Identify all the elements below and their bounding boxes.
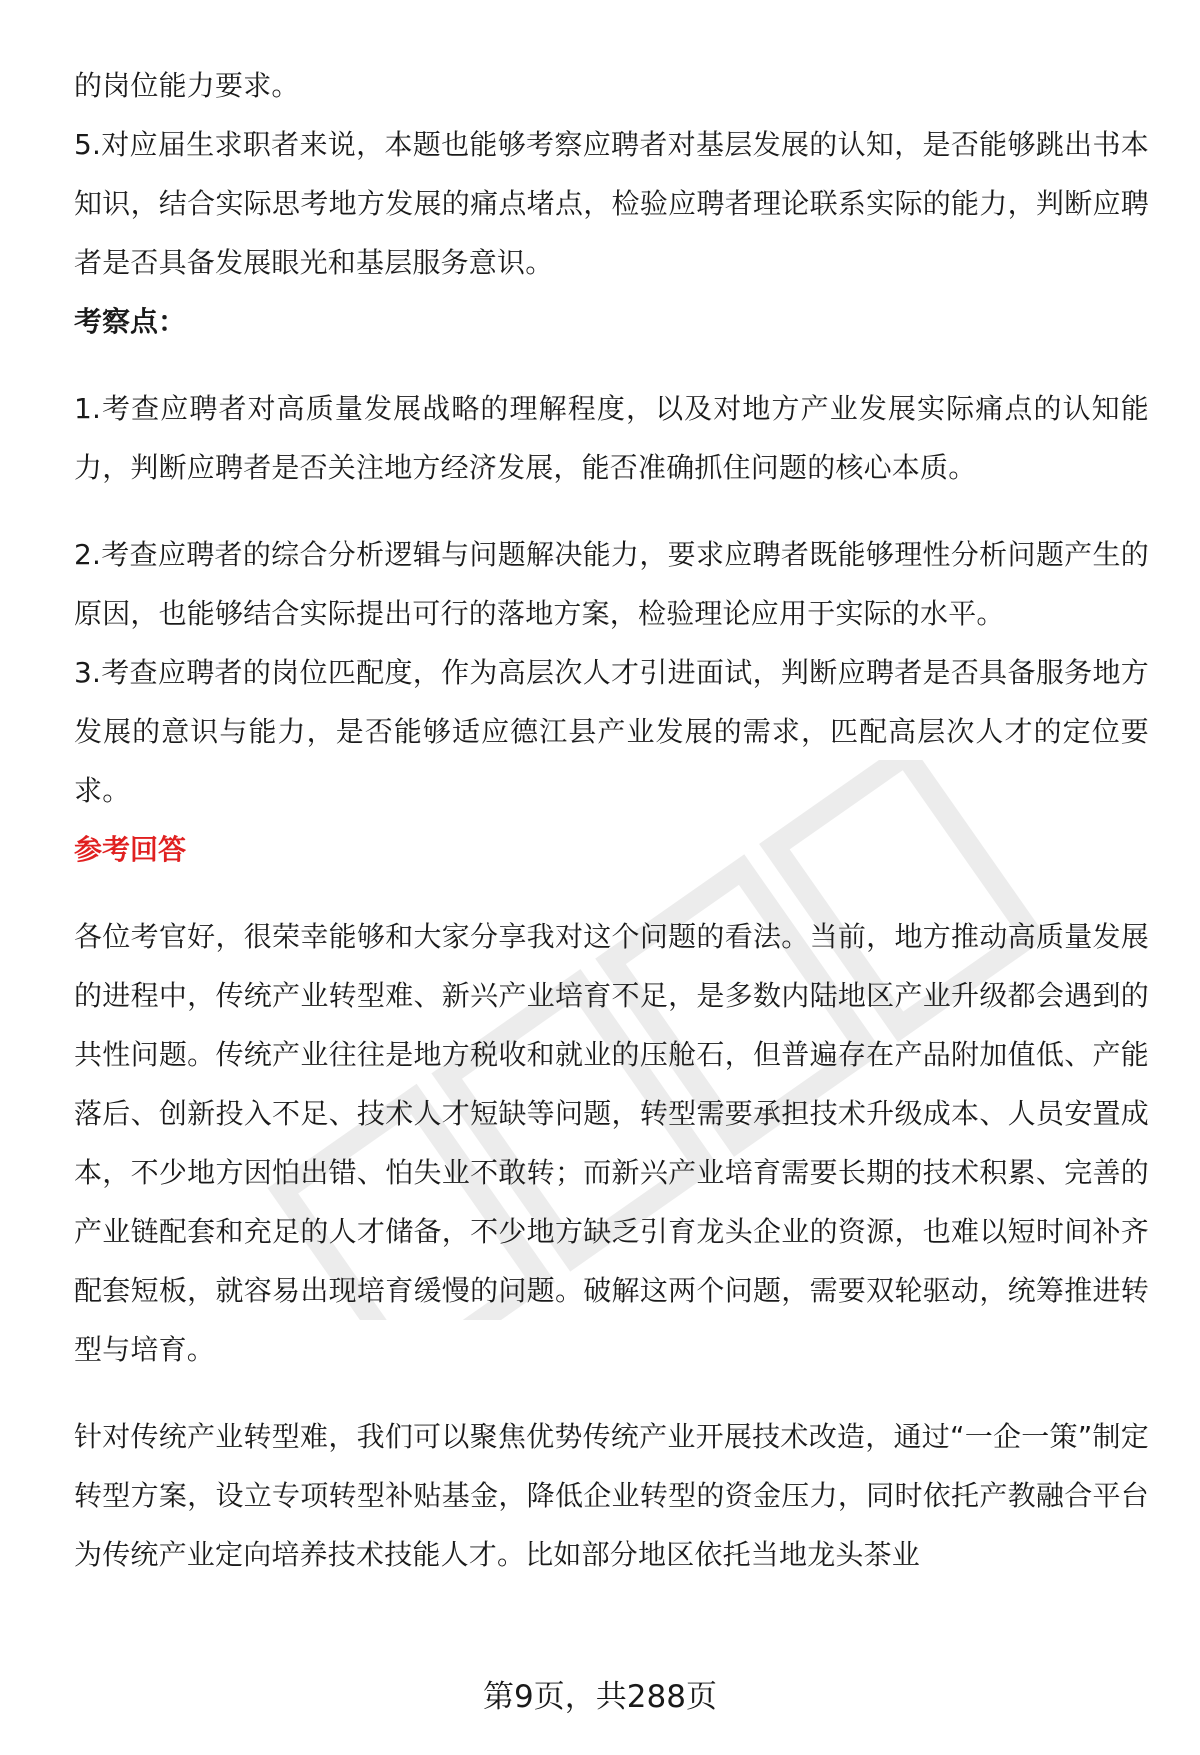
paragraph-kaochadian-3: 3.考查应聘者的岗位匹配度，作为高层次人才引进面试，判断应聘者是否具备服务地方发展的意识与能力，是否能够适应德江县产业发展的需求，匹配高层次人才的定位要求。 [74, 656, 1149, 807]
paragraph-point-5: 5.对应届生求职者来说，本题也能够考察应聘者对基层发展的认知，是否能够跳出书本知识，结合实际思考地方发展的痛点堵点，检验应聘者理论联系实际的能力，判断应聘者是否具备发展眼光和基层服务意识。 [74, 128, 1149, 279]
paragraph-kaochadian-1: 1.考查应聘者对高质量发展战略的理解程度，以及对地方产业发展实际痛点的认知能力，判断应聘者是否关注地方经济发展，能否准确抓住问题的核心本质。 [74, 392, 1149, 484]
paragraph-intro-tail: 的岗位能力要求。 [74, 69, 300, 102]
paragraph-answer-1: 各位考官好，很荣幸能够和大家分享我对这个问题的看法。当前，地方推动高质量发展的进程中，传统产业转型难、新兴产业培育不足，是多数内陆地区产业升级都会遇到的共性问题。传统产业往往是地方税收和就业的压舱石，但普遍存在产品附加值低、产能落后、创新投入不足、技术人才短缺等问题，转型需要承担技术升级成本、人员安置成本，不少地方因怕出错、怕失业不敢转；而新兴产业培育需要长期的技术积累、完善的产业链配套和充足的人才储备，不少地方缺乏引育龙头企业的资源，也难以短时间补齐配套短板，就容易出现培育缓慢的问题。破解这两个问题，需要双轮驱动，统筹推进转型与培育。 [74, 920, 1149, 1366]
page-number-footer: 第9页，共288页 [483, 1679, 717, 1715]
paragraph-answer-2: 针对传统产业转型难，我们可以聚焦优势传统产业开展技术改造，通过“一企一策”制定转型方案，设立专项转型补贴基金，降低企业转型的资金压力，同时依托产教融合平台为传统产业定向培养技术技能人才。比如部分地区依托当地龙头茶业 [74, 1420, 1149, 1571]
paragraph-kaochadian-2: 2.考查应聘者的综合分析逻辑与问题解决能力，要求应聘者既能够理性分析问题产生的原因，也能够结合实际提出可行的落地方案，检验理论应用于实际的水平。 [74, 538, 1149, 630]
heading-kaochadian: 考察点： [74, 305, 187, 338]
document-content [74, 56, 1149, 1584]
heading-reference-answer: 参考回答 [74, 833, 187, 866]
